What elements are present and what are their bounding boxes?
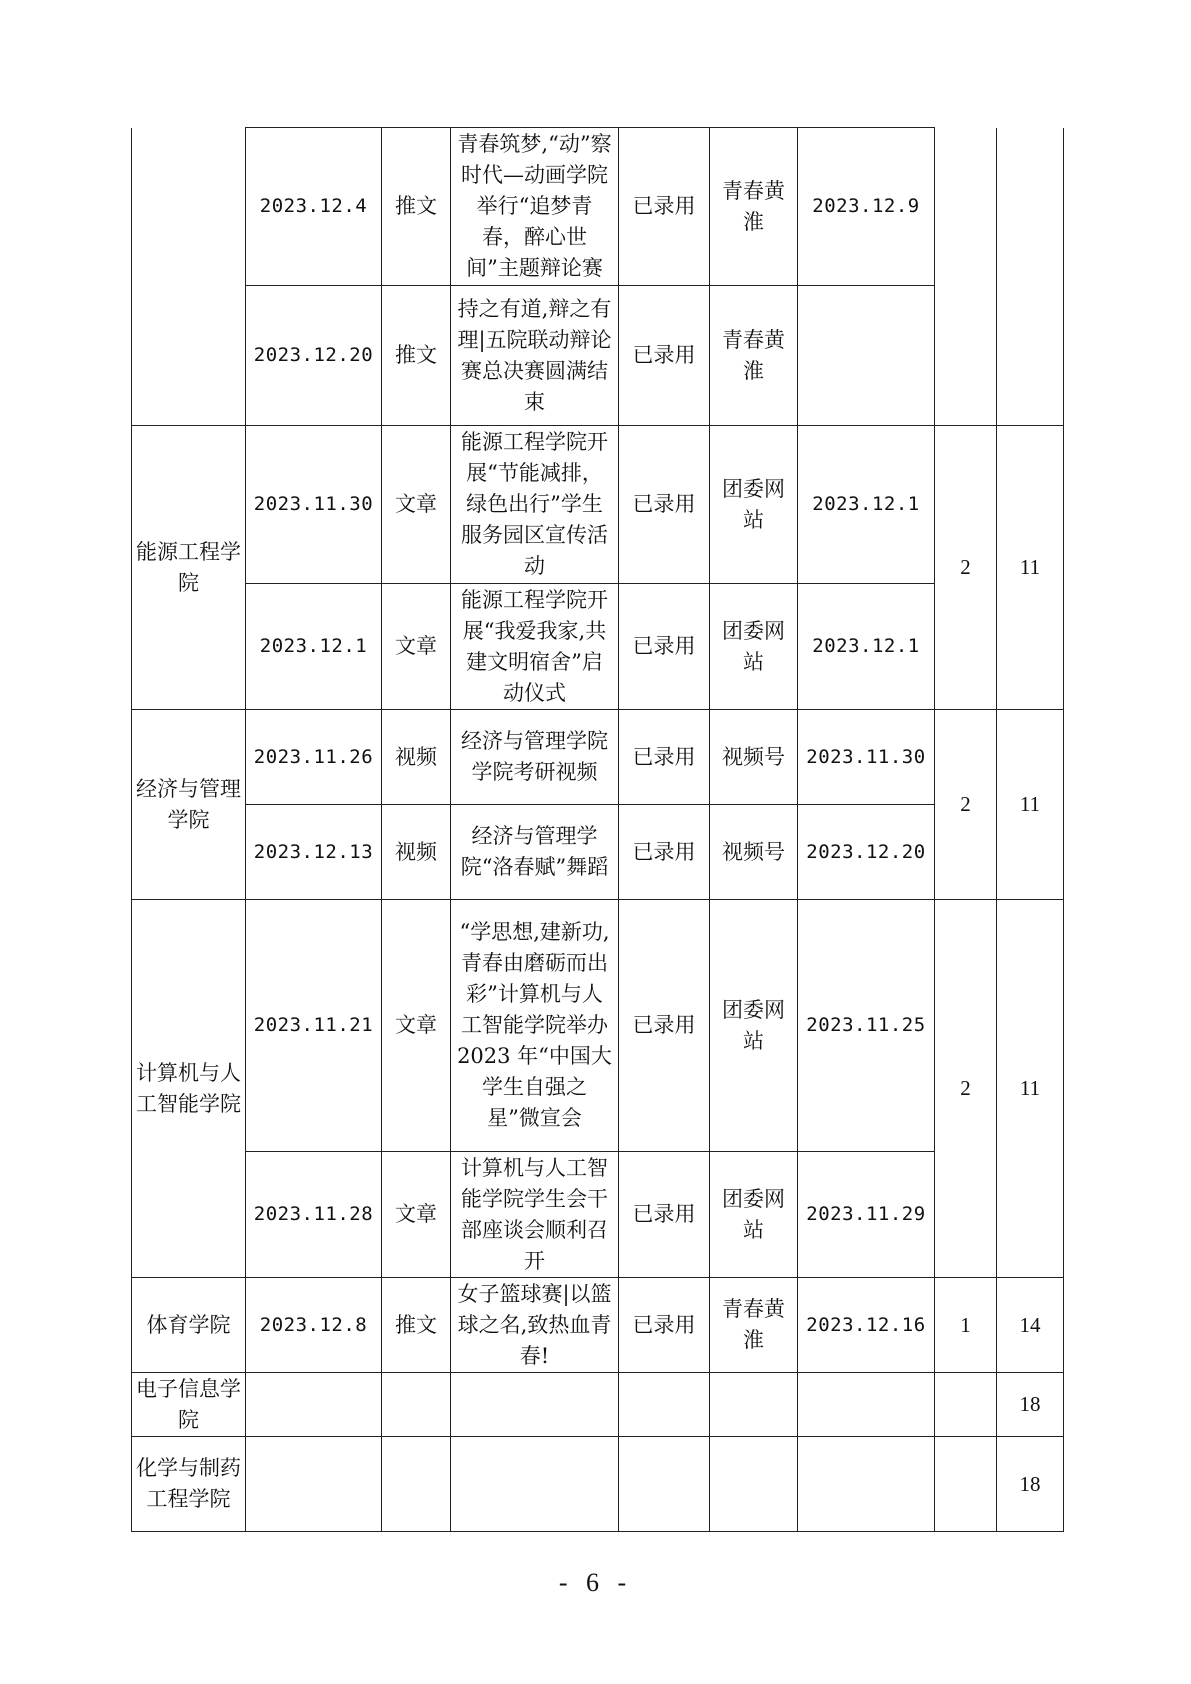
publish-date-cell: 2023.12.16 <box>798 1278 935 1373</box>
platform-cell: 青春黄淮 <box>710 128 798 286</box>
submit-date-cell: 2023.11.30 <box>246 426 382 584</box>
table-row <box>132 900 1064 1152</box>
submit-date-cell: 2023.12.4 <box>246 128 382 286</box>
count-cell: 1 <box>935 1278 997 1373</box>
status-cell: 已录用 <box>619 805 710 900</box>
count-cell: 2 <box>935 900 997 1278</box>
publish-date-cell <box>798 1437 935 1532</box>
publish-date-cell: 2023.11.29 <box>798 1152 935 1278</box>
rank-cell: 11 <box>997 900 1064 1278</box>
table-row <box>132 426 1064 584</box>
status-cell: 已录用 <box>619 1152 710 1278</box>
title-cell: 经济与管理学院学院考研视频 <box>451 710 619 805</box>
publish-date-cell: 2023.12.9 <box>798 128 935 286</box>
platform-cell: 团委网站 <box>710 1152 798 1278</box>
rank-cell: 11 <box>997 710 1064 900</box>
submit-date-cell: 2023.12.20 <box>246 286 382 426</box>
college-cell: 化学与制药工程学院 <box>132 1437 246 1532</box>
rank-cell: 18 <box>997 1373 1064 1437</box>
type-cell <box>382 1373 451 1437</box>
table-row <box>132 128 1064 286</box>
publish-date-cell: 2023.12.1 <box>798 426 935 584</box>
type-cell: 推文 <box>382 128 451 286</box>
status-cell: 已录用 <box>619 128 710 286</box>
count-cell: 2 <box>935 710 997 900</box>
title-cell: 女子篮球赛|以篮球之名,致热血青春! <box>451 1278 619 1373</box>
status-cell: 已录用 <box>619 710 710 805</box>
title-cell: 持之有道,辩之有理|五院联动辩论赛总决赛圆满结束 <box>451 286 619 426</box>
platform-cell <box>710 1373 798 1437</box>
table-row <box>132 1152 1064 1278</box>
type-cell: 文章 <box>382 426 451 584</box>
status-cell <box>619 1437 710 1532</box>
count-cell <box>935 128 997 426</box>
count-cell: 2 <box>935 426 997 710</box>
publish-date-cell <box>798 286 935 426</box>
rank-cell: 14 <box>997 1278 1064 1373</box>
platform-cell: 视频号 <box>710 710 798 805</box>
publish-date-cell: 2023.11.30 <box>798 710 935 805</box>
type-cell: 文章 <box>382 900 451 1152</box>
status-cell: 已录用 <box>619 584 710 710</box>
type-cell: 推文 <box>382 1278 451 1373</box>
page-number: - 6 - <box>558 1568 633 1597</box>
rank-cell: 18 <box>997 1437 1064 1532</box>
publish-date-cell: 2023.12.1 <box>798 584 935 710</box>
college-cell: 电子信息学院 <box>132 1373 246 1437</box>
status-cell: 已录用 <box>619 426 710 584</box>
college-cell: 经济与管理学院 <box>132 710 246 900</box>
count-cell <box>935 1373 997 1437</box>
table-row <box>132 805 1064 900</box>
submit-date-cell <box>246 1373 382 1437</box>
platform-cell <box>710 1437 798 1532</box>
title-cell: “学思想,建新功,青春由磨砺而出彩”计算机与人工智能学院举办 2023 年“中国大学生自强之星”微宣会 <box>451 900 619 1152</box>
submit-date-cell: 2023.12.1 <box>246 584 382 710</box>
status-cell: 已录用 <box>619 286 710 426</box>
publish-date-cell: 2023.11.25 <box>798 900 935 1152</box>
publicity-stats-table <box>131 127 1064 1532</box>
table-row <box>132 286 1064 426</box>
submit-date-cell: 2023.12.13 <box>246 805 382 900</box>
type-cell: 视频 <box>382 710 451 805</box>
type-cell: 视频 <box>382 805 451 900</box>
college-cell: 能源工程学院 <box>132 426 246 710</box>
college-cell: 体育学院 <box>132 1278 246 1373</box>
type-cell <box>382 1437 451 1532</box>
table-row <box>132 1278 1064 1373</box>
platform-cell: 团委网站 <box>710 426 798 584</box>
submit-date-cell: 2023.12.8 <box>246 1278 382 1373</box>
table-row <box>132 710 1064 805</box>
count-cell <box>935 1437 997 1532</box>
title-cell <box>451 1437 619 1532</box>
status-cell <box>619 1373 710 1437</box>
title-cell: 青春筑梦,“动”察时代—动画学院举行“追梦青春，醉心世间”主题辩论赛 <box>451 128 619 286</box>
status-cell: 已录用 <box>619 1278 710 1373</box>
submit-date-cell: 2023.11.28 <box>246 1152 382 1278</box>
submit-date-cell: 2023.11.26 <box>246 710 382 805</box>
table-row <box>132 584 1064 710</box>
submit-date-cell: 2023.11.21 <box>246 900 382 1152</box>
college-cell <box>132 128 246 426</box>
college-cell: 计算机与人工智能学院 <box>132 900 246 1278</box>
type-cell: 推文 <box>382 286 451 426</box>
title-cell: 能源工程学院开展“节能减排，绿色出行”学生服务园区宣传活动 <box>451 426 619 584</box>
type-cell: 文章 <box>382 584 451 710</box>
title-cell <box>451 1373 619 1437</box>
table-row <box>132 1373 1064 1437</box>
platform-cell: 青春黄淮 <box>710 1278 798 1373</box>
table-row <box>132 1437 1064 1532</box>
rank-cell <box>997 128 1064 426</box>
platform-cell: 视频号 <box>710 805 798 900</box>
platform-cell: 团委网站 <box>710 900 798 1152</box>
platform-cell: 团委网站 <box>710 584 798 710</box>
type-cell: 文章 <box>382 1152 451 1278</box>
status-cell: 已录用 <box>619 900 710 1152</box>
platform-cell: 青春黄淮 <box>710 286 798 426</box>
title-cell: 经济与管理学院“洛春赋”舞蹈 <box>451 805 619 900</box>
publish-date-cell <box>798 1373 935 1437</box>
publish-date-cell: 2023.12.20 <box>798 805 935 900</box>
submit-date-cell <box>246 1437 382 1532</box>
title-cell: 能源工程学院开展“我爱我家,共建文明宿舍”启动仪式 <box>451 584 619 710</box>
rank-cell: 11 <box>997 426 1064 710</box>
title-cell: 计算机与人工智能学院学生会干部座谈会顺利召开 <box>451 1152 619 1278</box>
